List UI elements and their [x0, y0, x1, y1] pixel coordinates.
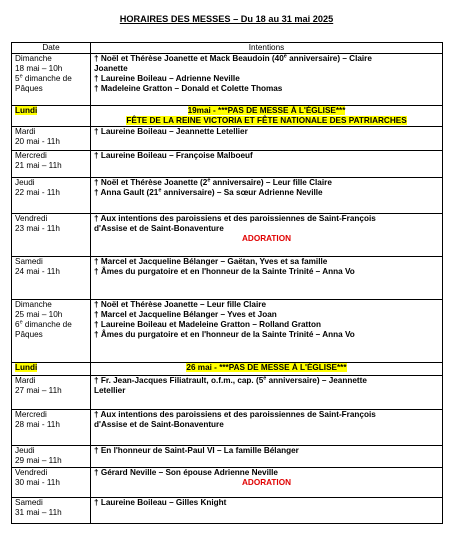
intention-line: † Marcel et Jacqueline Bélanger – Yves et Joan — [94, 310, 277, 319]
row-intentions — [91, 410, 443, 446]
no-mass-note — [91, 106, 443, 127]
intention-line: † Noël et Thérèse Joanette – Leur fille Claire — [94, 300, 267, 309]
date-line: Dimanche — [15, 300, 52, 309]
table-row — [12, 498, 443, 524]
row-date — [12, 54, 91, 106]
intention-line: † Gérard Neville – Son épouse Adrienne Neville — [94, 468, 278, 477]
table-row — [12, 106, 443, 127]
table-row — [12, 178, 443, 214]
table-row — [12, 300, 443, 363]
table-row — [12, 468, 443, 498]
row-intentions — [91, 498, 443, 524]
intention-line: † Laureine Boileau et Madeleine Gratton – Rolland Gratton — [94, 320, 322, 329]
date-line: Mardi — [15, 127, 36, 136]
table-row — [12, 446, 443, 468]
intention-line: d'Assise et de Saint-Bonaventure — [94, 420, 224, 429]
row-intentions — [91, 54, 443, 106]
row-intentions — [91, 178, 443, 214]
date-line: 25 mai – 10h — [15, 310, 63, 319]
page-title: HORAIRES DES MESSES – Du 18 au 31 mai 2025 — [119, 14, 334, 24]
day-label: Lundi — [15, 363, 38, 372]
row-date — [12, 127, 91, 151]
row-intentions — [91, 468, 443, 498]
row-date — [12, 151, 91, 178]
intention-line: Joanette — [94, 64, 128, 73]
date-line: 30 mai - 11h — [15, 478, 60, 487]
date-line: Vendredi — [15, 214, 48, 223]
date-line: Mardi — [15, 376, 36, 385]
intention-line: † Aux intentions des paroissiens et des paroissiennes de Saint-François — [94, 410, 376, 419]
intention-line: † Marcel et Jacqueline Bélanger – Gaëtan, Yves et sa famille — [94, 257, 328, 266]
row-date — [12, 446, 91, 468]
date-line: Mercredi — [15, 151, 47, 160]
note-line: FÊTE DE LA REINE VICTORIA ET FÊTE NATIONALE DES PATRIARCHES — [126, 116, 407, 125]
date-line: 28 mai - 11h — [15, 420, 60, 429]
row-intentions — [91, 446, 443, 468]
date-line: Samedi — [15, 257, 43, 266]
date-line: 24 mai - 11h — [15, 267, 60, 276]
table-row — [12, 151, 443, 178]
note-line: 19mai - ***PAS DE MESSE À L'ÉGLISE*** — [187, 106, 346, 115]
intention-line: Letellier — [94, 386, 126, 395]
date-line: Jeudi — [15, 178, 35, 187]
intention-line: † En l'honneur de Saint-Paul VI – La famille Bélanger — [94, 446, 299, 455]
intention-line: † Laureine Boileau – Françoise Malboeuf — [94, 151, 253, 160]
schedule-table — [11, 42, 443, 524]
date-line: Mercredi — [15, 410, 47, 419]
date-line: Vendredi — [15, 468, 48, 477]
intention-line: † Laureine Boileau – Jeannette Letellier — [94, 127, 248, 136]
date-line: 21 mai – 11h — [15, 161, 62, 170]
row-date — [12, 300, 91, 363]
row-date — [12, 498, 91, 524]
intention-line: d'Assise et de Saint-Bonaventure — [94, 224, 224, 233]
date-line: 31 mai – 11h — [15, 508, 62, 517]
date-line: 27 mai – 11h — [15, 386, 62, 395]
row-intentions — [91, 127, 443, 151]
row-day — [12, 106, 91, 127]
table-header-row — [12, 43, 443, 54]
intention-line: † Âmes du purgatoire et en l'honneur de la Sainte Trinité – Anna Vo — [94, 330, 355, 339]
date-line: Dimanche — [15, 54, 52, 63]
intention-line: † Noël et Thérèse Joanette et Mack Beaudoin (40e anniversaire) – Claire — [94, 53, 372, 63]
date-line: 23 mai - 11h — [15, 224, 60, 233]
row-day — [12, 363, 91, 376]
row-date — [12, 257, 91, 300]
table-row — [12, 127, 443, 151]
table-row — [12, 363, 443, 376]
date-line: 6e dimanche de — [15, 319, 72, 329]
intention-line: † Fr. Jean-Jacques Filiatrault, o.f.m., cap. (5e anniversaire) – Jeannette — [94, 375, 367, 385]
intention-line: † Noël et Thérèse Joanette (2e anniversaire) – Leur fille Claire — [94, 177, 332, 187]
row-intentions — [91, 214, 443, 257]
date-line: 20 mai - 11h — [15, 137, 60, 146]
day-label: Lundi — [15, 106, 38, 115]
date-line: Pâques — [15, 84, 43, 93]
date-line: 5e dimanche de — [15, 73, 72, 83]
intention-line: † Âmes du purgatoire et en l'honneur de la Sainte Trinité – Anna Vo — [94, 267, 355, 276]
date-line: 29 mai – 11h — [15, 456, 62, 465]
row-date — [12, 178, 91, 214]
adoration-label: ADORATION — [242, 478, 291, 487]
note-line: 26 mai - ***PAS DE MESSE À L'ÉGLISE*** — [186, 363, 347, 372]
row-intentions — [91, 257, 443, 300]
row-date — [12, 410, 91, 446]
date-line: Jeudi — [15, 446, 35, 455]
table-row — [12, 54, 443, 106]
date-line: 22 mai - 11h — [15, 188, 60, 197]
date-line: Pâques — [15, 330, 43, 339]
intention-line: † Aux intentions des paroissiens et des paroissiennes de Saint-François — [94, 214, 376, 223]
table-row — [12, 410, 443, 446]
table-row — [12, 376, 443, 410]
header-intentions: Intentions — [91, 43, 443, 54]
row-date — [12, 376, 91, 410]
table-row — [12, 257, 443, 300]
row-intentions — [91, 376, 443, 410]
row-intentions — [91, 151, 443, 178]
date-line: 18 mai – 10h — [15, 64, 63, 73]
intention-line: † Anna Gault (21e anniversaire) – Sa sœur Adrienne Neville — [94, 187, 323, 197]
row-date — [12, 214, 91, 257]
row-intentions — [91, 300, 443, 363]
no-mass-note — [91, 363, 443, 376]
table-row — [12, 214, 443, 257]
intention-line: † Laureine Boileau – Gilles Knight — [94, 498, 227, 507]
row-date — [12, 468, 91, 498]
intention-line: † Madeleine Gratton – Donald et Colette Thomas — [94, 84, 283, 93]
adoration-label: ADORATION — [242, 234, 291, 243]
date-line: Samedi — [15, 498, 43, 507]
intention-line: † Laureine Boileau – Adrienne Neville — [94, 74, 240, 83]
header-date: Date — [12, 43, 91, 54]
